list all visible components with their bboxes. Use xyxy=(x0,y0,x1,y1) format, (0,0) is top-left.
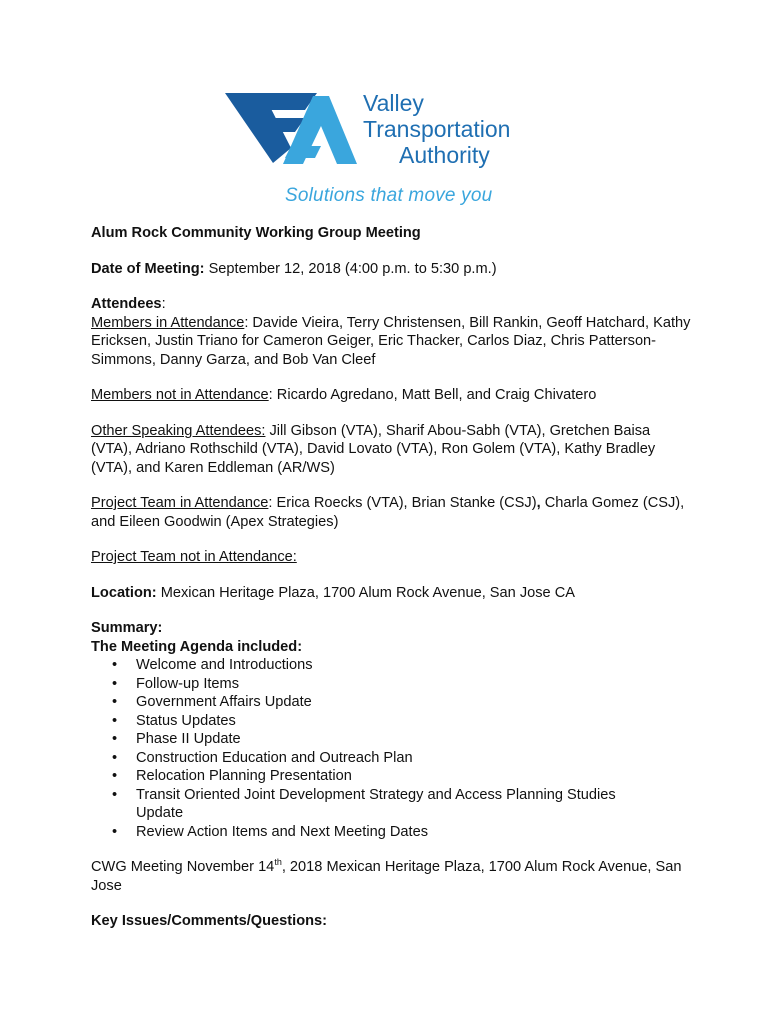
next-meeting-sup: th xyxy=(274,857,282,868)
vta-logo-mark-icon xyxy=(225,88,357,168)
logo-wordmark xyxy=(363,90,510,168)
list-item: • Phase II Update xyxy=(91,730,691,749)
date-value: September 12, 2018 (4:00 p.m. to 5:30 p.m.) xyxy=(208,260,497,277)
summary-heading: Summary: xyxy=(91,620,163,636)
agenda-list xyxy=(91,656,691,841)
vta-logo xyxy=(225,88,555,210)
members-label: Members in Attendance xyxy=(91,314,245,331)
next-meeting-pre: CWG Meeting November 14 xyxy=(91,859,275,875)
other-speaking-attendees xyxy=(91,422,691,478)
list-item: • Government Affairs Update xyxy=(91,693,691,712)
list-item: • Transit Oriented Joint Development Strategy and Access Planning Studies Update xyxy=(91,786,691,823)
location-value: Mexican Heritage Plaza, 1700 Alum Rock Avenue, San Jose CA xyxy=(156,584,575,601)
logo-line-transportation: Transportation xyxy=(363,116,511,142)
logo-line-valley: Valley xyxy=(363,90,424,116)
members-in-attendance xyxy=(91,314,691,370)
members-not-in-attendance xyxy=(91,386,691,405)
list-item: • Follow-up Items xyxy=(91,675,691,694)
not-members-value: : Ricardo Agredano, Matt Bell, and Craig Chivatero xyxy=(268,387,597,403)
members-value: : Davide Vieira, Terry Christensen, Bill Rankin, Geoff Hatchard, Kathy Ericksen, Justin Triano for Cameron Geiger, Eric Thacker, Carlos Diaz, Chris Patterson-Simmons, Danny Garza, and Bob Van Cleef xyxy=(91,314,691,368)
logo-line-authority: Authority xyxy=(399,142,490,168)
speakers-value: Jill Gibson (VTA), Sharif Abou-Sabh (VTA), Gretchen Baisa (VTA), Adriano Rothschild (VTA), David Lovato (VTA), Ron Golem (VTA), Kathy Bradley (VTA), and Karen Eddleman (AR/WS) xyxy=(91,422,656,476)
list-item: • Review Action Items and Next Meeting Dates xyxy=(91,823,691,842)
document-title: Alum Rock Community Working Group Meeting xyxy=(91,225,421,241)
speakers-label: Other Speaking Attendees: xyxy=(91,422,266,439)
list-item: • Construction Education and Outreach Plan xyxy=(91,749,691,768)
project-team-in-attendance xyxy=(91,494,691,531)
logo-tagline: Solutions that move you xyxy=(285,185,493,206)
team-label: Project Team in Attendance xyxy=(91,495,269,511)
list-item: • Relocation Planning Presentation xyxy=(91,767,691,786)
attendees-colon: : xyxy=(161,296,166,312)
date-label: Date of Meeting: xyxy=(91,260,205,277)
meeting-date xyxy=(91,260,691,279)
next-meeting-post: , 2018 Mexican Heritage Plaza, 1700 Alum Rock Avenue, San Jose xyxy=(91,859,682,894)
not-members-label: Members not in Attendance xyxy=(91,387,269,403)
project-team-not-in-attendance: Project Team not in Attendance: xyxy=(91,549,297,565)
attendees-heading xyxy=(91,295,691,314)
team-comma: , xyxy=(536,495,541,511)
meeting-location xyxy=(91,584,691,603)
next-meeting xyxy=(91,858,691,895)
key-issues-heading: Key Issues/Comments/Questions: xyxy=(91,913,328,929)
meeting-minutes xyxy=(91,224,691,931)
location-label: Location: xyxy=(91,584,157,601)
list-item: • Status Updates xyxy=(91,712,691,731)
agenda-heading: The Meeting Agenda included: xyxy=(91,638,303,655)
team-value-2: Charla Gomez (CSJ), and Eileen Goodwin (Apex Strategies) xyxy=(91,495,685,530)
attendees-label: Attendees xyxy=(91,296,162,312)
team-value-1: : Erica Roecks (VTA), Brian Stanke (CSJ) xyxy=(268,495,537,511)
list-item: • Welcome and Introductions xyxy=(91,656,691,675)
